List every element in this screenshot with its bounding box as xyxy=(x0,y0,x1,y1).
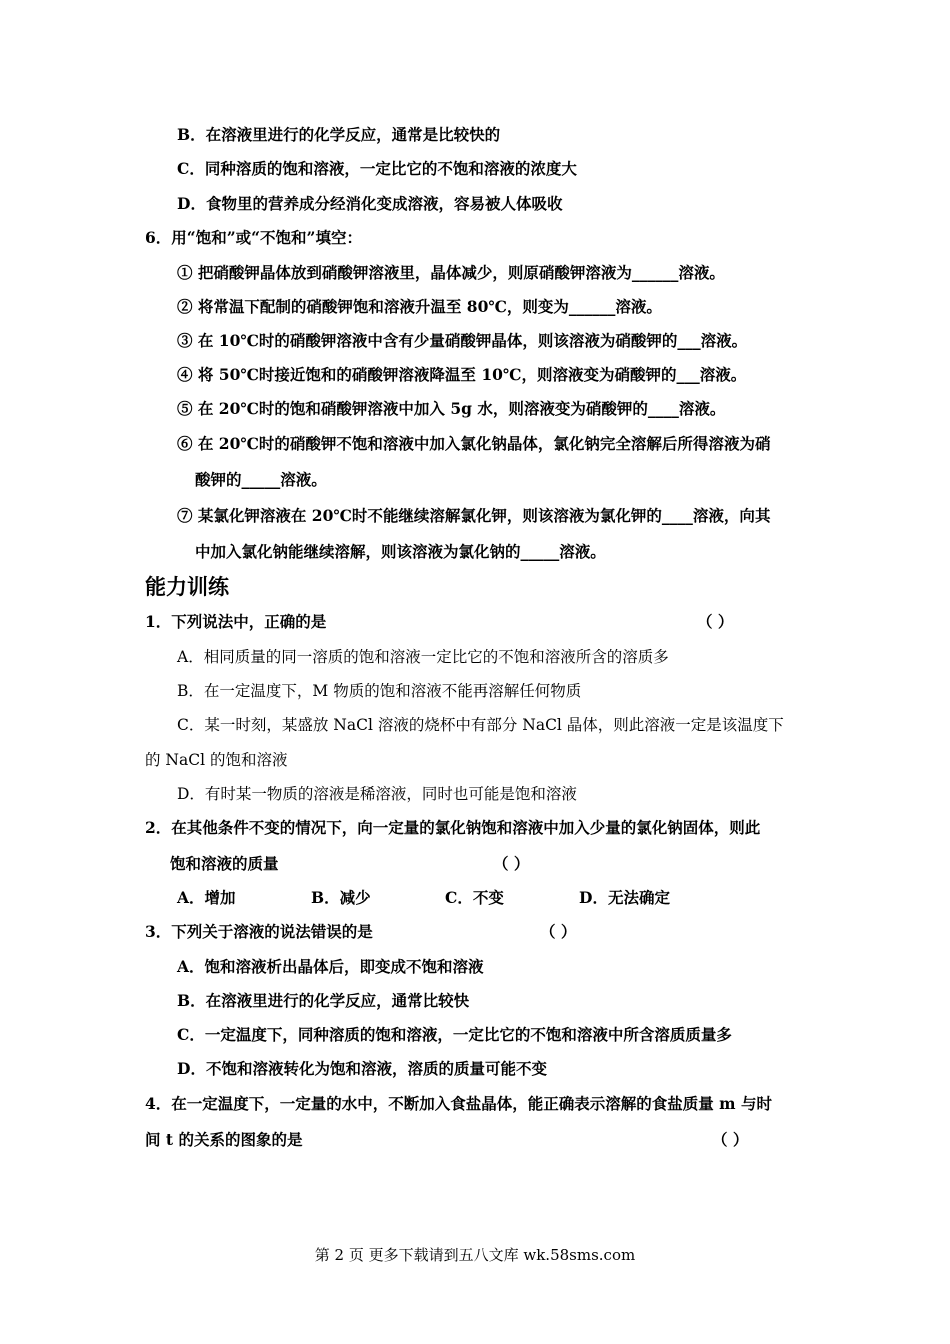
q5-option-d: D．食物里的营养成分经消化变成溶液，容易被人体吸收 xyxy=(177,194,563,213)
q1-answer-paren: （ ） xyxy=(697,612,734,631)
q2-stem-cont: 饱和溶液的质量 xyxy=(170,854,279,873)
q6-item-1: ① 把硝酸钾晶体放到硝酸钾溶液里，晶体减少，则原硝酸钾溶液为______溶液。 xyxy=(177,263,725,282)
q6-item-6-cont: 酸钾的_____溶液。 xyxy=(195,470,327,489)
q6-item-3: ③ 在 10℃时的硝酸钾溶液中含有少量硝酸钾晶体，则该溶液为硝酸钾的___溶液。 xyxy=(177,331,748,350)
q2-option-a: A．增加 xyxy=(177,888,236,907)
q6-title: 6．用“饱和”或“不饱和”填空： xyxy=(145,228,362,247)
q1-option-a: A．相同质量的同一溶质的饱和溶液一定比它的不饱和溶液所含的溶质多 xyxy=(177,648,669,666)
q3-answer-paren: （ ） xyxy=(540,922,577,941)
q1-option-d: D．有时某一物质的溶液是稀溶液，同时也可能是饱和溶液 xyxy=(177,785,577,803)
q6-item-6: ⑥ 在 20℃时的硝酸钾不饱和溶液中加入氯化钠晶体，氯化钠完全溶解后所得溶液为硝 xyxy=(177,434,771,453)
q3-option-c: C．一定温度下，同种溶质的饱和溶液，一定比它的不饱和溶液中所含溶质质量多 xyxy=(177,1025,732,1044)
q2-option-c: C．不变 xyxy=(445,888,504,907)
q4-answer-paren: （ ） xyxy=(712,1130,749,1149)
q5-option-c: C．同种溶质的饱和溶液，一定比它的不饱和溶液的浓度大 xyxy=(177,159,577,178)
q2-answer-paren: （ ） xyxy=(493,854,530,873)
q1-option-b: B．在一定温度下，M 物质的饱和溶液不能再溶解任何物质 xyxy=(177,682,582,700)
section-title: 能力训练 xyxy=(145,575,229,599)
q6-item-5: ⑤ 在 20℃时的饱和硝酸钾溶液中加入 5g 水，则溶液变为硝酸钾的____溶液。 xyxy=(177,399,726,418)
q3-option-a: A．饱和溶液析出晶体后，即变成不饱和溶液 xyxy=(177,957,484,976)
q2-option-d: D．无法确定 xyxy=(579,888,670,907)
q1-option-c: C．某一时刻，某盛放 NaCl 溶液的烧杯中有部分 NaCl 晶体，则此溶液一定是该温度下 xyxy=(177,716,784,734)
q4-stem: 4．在一定温度下，一定量的水中，不断加入食盐晶体，能正确表示溶解的食盐质量 m 与时 xyxy=(145,1094,772,1113)
q4-stem-cont: 间 t 的关系的图象的是 xyxy=(145,1130,303,1149)
q3-option-d: D．不饱和溶液转化为饱和溶液，溶质的质量可能不变 xyxy=(177,1059,547,1078)
q2-stem: 2．在其他条件不变的情况下，向一定量的氯化钠饱和溶液中加入少量的氯化钠固体，则此 xyxy=(145,818,761,837)
q2-option-b: B．减少 xyxy=(311,888,371,907)
q3-stem: 3．下列关于溶液的说法错误的是 xyxy=(145,922,373,941)
q3-option-b: B．在溶液里进行的化学反应，通常比较快 xyxy=(177,991,470,1010)
q6-item-7-cont: 中加入氯化钠能继续溶解，则该溶液为氯化钠的_____溶液。 xyxy=(195,542,606,561)
q1-option-c-cont: 的 NaCl 的饱和溶液 xyxy=(145,751,288,769)
q6-item-4: ④ 将 50℃时接近饱和的硝酸钾溶液降温至 10℃，则溶液变为硝酸钾的___溶液。 xyxy=(177,365,747,384)
q6-item-7: ⑦ 某氯化钾溶液在 20℃时不能继续溶解氯化钾，则该溶液为氯化钾的____溶液，向其 xyxy=(177,506,771,525)
q6-item-2: ② 将常温下配制的硝酸钾饱和溶液升温至 80℃，则变为______溶液。 xyxy=(177,297,662,316)
q5-option-b: B．在溶液里进行的化学反应，通常是比较快的 xyxy=(177,125,501,144)
page-footer: 第 2 页 更多下载请到五八文库 wk.58sms.com xyxy=(314,1246,636,1264)
q1-stem: 1．下列说法中，正确的是 xyxy=(145,612,327,631)
